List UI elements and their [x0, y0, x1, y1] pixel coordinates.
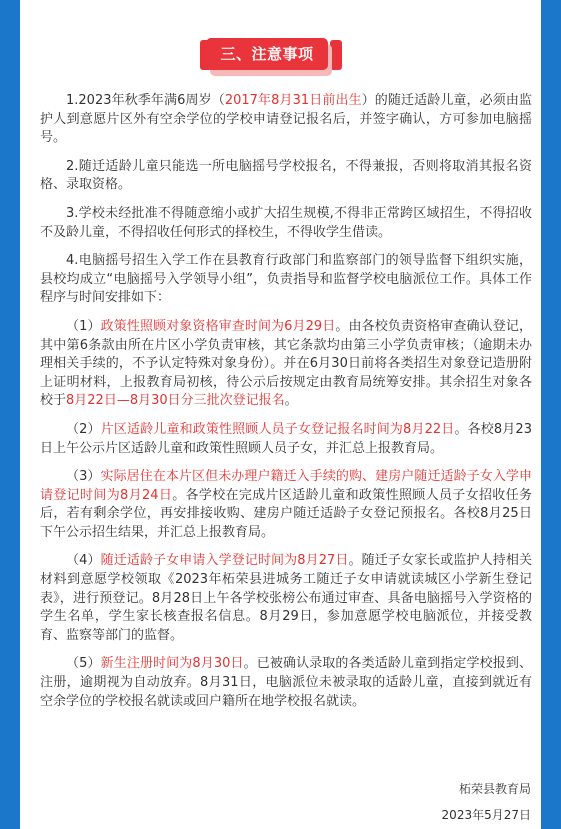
section-title: 三、注意事项 [206, 38, 328, 70]
paragraph-item-4-2 [40, 421, 532, 458]
body-text: 1.2023年秋季年满6周岁（ [66, 93, 225, 108]
body-text: 。已被确认录取的各类适龄儿童到指定学校报到、注册，逾期视为自动放弃。8月31日，电脑派位未被录取的适龄儿童，直接到就近有空余学位的学校报名就读或回户籍所在地学校报名就读。 [40, 656, 532, 709]
paragraph-item-4 [40, 252, 532, 308]
body-text: 4.电脑摇号招生入学工作在县教育行政部门和监察部门的领导监督下组织实施，县校均成立“电脑摇号入学领导小组”，负责指导和监督学校电脑派位工作。具体工作程序与时间安排如下： [40, 253, 532, 306]
highlight-text: 8月22日—8月30日分三批次登记报名 [66, 393, 285, 409]
body-text: （4） [66, 553, 101, 569]
body-text: （1） [66, 318, 101, 334]
highlight-text: 新生注册时间为8月30日 [100, 656, 244, 672]
body-text: 。由各校负责资格审查确认登记，其中第6条款由所在片区小学负责审核，其它条款均由第三小学负责审核；（逾期未办理相关手续的，不予认定特殊对象身份）。并在6月30日前将各类招生对象登记造册附上证明材料，上报教育局初核，待公示后按规定由教育局统筹安排。其余招生对象各校于 [40, 318, 532, 409]
body-text: ）的随迁适龄儿童，必须由监护人到意愿片区外有空余学位的学校申请登记报名后，并签字确认，方可参加电脑摇号。 [40, 93, 532, 146]
body-text: 。随迁子女家长或监护人持相关材料到意愿学校领取《2023年柘荣县进城务工随迁子女申请就读城区小学新生登记表》，进行预登记。8月28日上午各学校张榜公布通过审查、具备电脑摇号入学资格的学生名单，学生家长核查报名信息。8月29日，参加意愿学校电脑派位，并接受教育、监察等部门的监督。 [40, 553, 532, 643]
highlight-text: 随迁适龄子女申请入学登记时间为8月27日 [100, 553, 349, 569]
paragraph-item-2 [40, 158, 532, 195]
body-text: （5） [66, 656, 101, 672]
paragraph-item-4-5 [40, 655, 532, 711]
highlight-text: 2017年8月31日前出生 [224, 93, 362, 108]
paragraph-item-3 [40, 205, 532, 242]
paragraph-item-1 [40, 92, 532, 148]
body-text: 2.随迁适龄儿童只能选一所电脑摇号学校报名，不得兼报，否则将取消其报名资格、录取资格。 [40, 158, 532, 193]
body-text: 。各学校在完成片区适龄儿童和政策性照顾人员子女招收任务后，若有剩余学位，再安排接收购、建房户随迁适龄子女登记预报名。各校8月25日下午公示招生结果，并汇总上报教育局。 [40, 487, 532, 540]
highlight-text: 片区适龄儿童和政策性照顾人员子女登记报名时间为8月22日 [100, 421, 455, 437]
paragraph-item-4-1 [40, 318, 532, 411]
signature-org: 柘荣县教育局 [458, 782, 531, 796]
paragraph-item-4-4 [40, 552, 532, 645]
body-text: 3.学校未经批准不得随意缩小或扩大招生规模,不得非正常跨区域招生，不得招收不及龄儿童，不得招收任何形式的择校生，不得收学生借读。 [40, 205, 532, 240]
body-text: （3） [66, 469, 101, 485]
left-border-bar [0, 0, 20, 829]
body-text: （2） [66, 421, 101, 437]
paragraph-item-4-3 [40, 468, 532, 542]
body-text: 。各校8月23日上午公示片区适龄儿童和政策性照顾人员子女，并汇总上报教育局。 [40, 421, 532, 456]
signature-date: 2023年5月27日 [441, 808, 531, 822]
highlight-text: 实际居住在本片区但未办理户籍迁入手续的购、建房户随迁适龄子女入学申请登记时间为8月24日 [40, 469, 532, 503]
section-heading-badge [206, 38, 336, 78]
highlight-text: 政策性照顾对象资格审查时间为6月29日 [100, 318, 336, 334]
right-border-bar [541, 0, 561, 829]
notice-article [40, 92, 532, 711]
body-text: 。 [284, 393, 298, 409]
